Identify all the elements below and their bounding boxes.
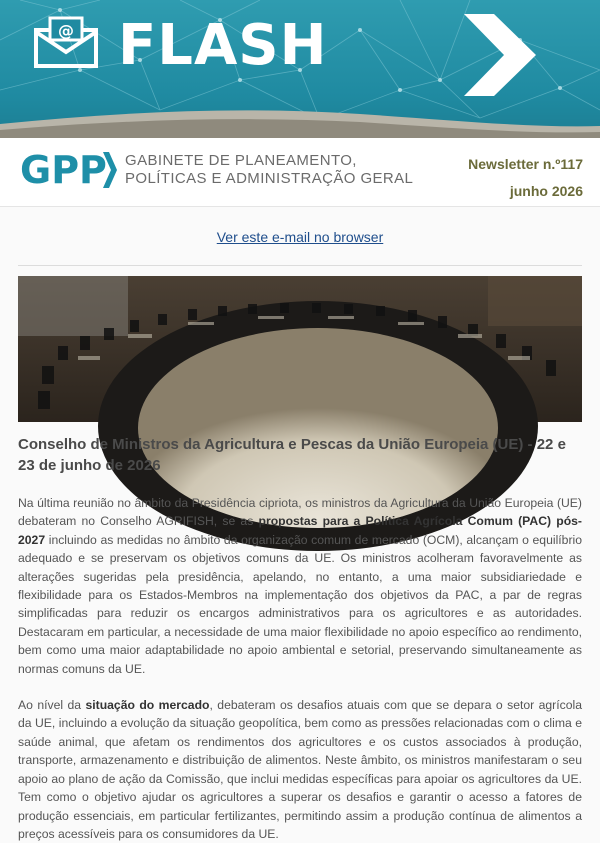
article-paragraph-2 <box>18 696 582 843</box>
logo-chevron-icon <box>101 150 119 190</box>
banner-wave <box>0 98 600 138</box>
paragraph-text: Ao nível da <box>18 698 86 713</box>
view-in-browser-link[interactable]: Ver este e-mail no browser <box>216 229 384 245</box>
organization-name-line2: POLÍTICAS E ADMINISTRAÇÃO GERAL <box>125 170 414 187</box>
organization-name-line1: GABINETE DE PLANEAMENTO, <box>125 152 357 169</box>
newsletter-number: Newsletter n.º117 <box>468 156 583 172</box>
svg-text:@: @ <box>58 21 74 40</box>
council-meeting-photo[interactable] <box>18 276 582 422</box>
gpp-logo-text: GPP <box>20 148 107 192</box>
newsletter-date: junho 2026 <box>509 183 583 199</box>
divider <box>18 265 582 266</box>
newsletter-header <box>0 138 600 207</box>
newsletter-content <box>0 207 600 843</box>
banner-title: FLASH <box>118 13 328 78</box>
paragraph-text: incluindo as medidas no âmbito da organização comum de mercado (OCM), alcançam o equilíbrio adequado e se preservam os objetivos comuns da UE. Os ministros acolheram favoravelmente as alterações sugeridas pela presidência, apelando, no entanto, a uma maior subsidiariedade e flexibilidade para os Estados-Membros na implementação dos objetivos da PAC, a par de regras simplificadas para reduzir os encargos administrativos para os agricultores e as autoridades. Destacaram em particular, a necessidade de uma maior flexibilidade no apoio específico ao rendimento, bem como uma maior adaptabilidade no apoio ambiental e setorial, preservando simultaneamente as normas comuns da UE. <box>18 532 582 676</box>
organization-name <box>125 152 413 188</box>
newsletter-meta <box>468 151 583 205</box>
browser-link-row <box>18 207 582 257</box>
chevron-right-icon <box>464 14 540 96</box>
flash-banner <box>0 0 600 138</box>
paragraph-bold-text: propostas para a Política Agrícola Comum (PAC) pós-2027 <box>18 514 582 547</box>
paragraph-text: , debateram os desafios atuais com que se depara o setor agrícola da UE, incluindo a evolução da situação geopolítica, bem como as pressões relacionadas com o clima e saúde animal, que afetam os rendimentos dos agricultores e os custos associados à produção, transporte, armazenamento e distribuição de alimentos. Neste âmbito, os ministros manifestaram o seu apoio ao plano de ação da Comissão, que inclui medidas específicas para apoiar os agricultores da UE. Tem como o objetivo ajudar os agricultores a superar os desafios e garantir o acesso a fatores de produção essenciais, em particular fertilizantes, permitindo assim a produção contínua de alimentos a preços acessíveis para os consumidores da UE. <box>18 698 582 841</box>
article-title: Conselho de Ministros da Agricultura e Pescas da União Europeia (UE) - 22 e 23 de junho de 2026 <box>18 436 566 474</box>
paragraph-text: Na última reunião no âmbito da Presidência cipriota, os ministros da Agricultura da União Europeia (UE) debateram no Conselho AGRIFISH, se as <box>18 496 582 529</box>
paragraph-bold-text: situação do mercado <box>85 698 210 713</box>
envelope-at-icon <box>34 16 100 68</box>
article-paragraph-1 <box>18 494 582 678</box>
